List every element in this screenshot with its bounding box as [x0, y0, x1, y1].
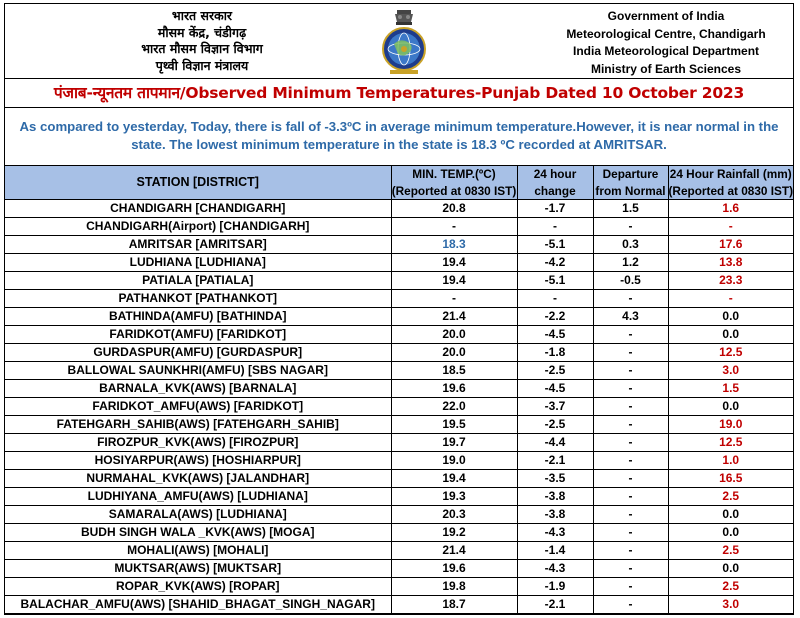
change-cell: -4.5: [517, 380, 593, 398]
table-row: [5, 488, 793, 506]
station-column-header: [5, 166, 391, 200]
station-cell: PATHANKOT [PATHANKOT]: [5, 290, 391, 308]
rainfall-column-header: [668, 166, 793, 200]
english-line: Government of India: [607, 9, 725, 23]
rainfall-cell: 2.5: [668, 488, 793, 506]
table-row: [5, 272, 793, 290]
min-temp-cell: -: [391, 218, 517, 236]
rainfall-cell: 0.0: [668, 308, 793, 326]
rainfall-cell: 3.0: [668, 362, 793, 380]
table-row: [5, 434, 793, 452]
station-cell: BATHINDA(AMFU) [BATHINDA]: [5, 308, 391, 326]
change-header-line: 24 hour: [533, 167, 577, 181]
change-cell: -4.3: [517, 560, 593, 578]
station-cell: LUDHIYANA_AMFU(AWS) [LUDHIANA]: [5, 488, 391, 506]
min-temp-cell: 19.6: [391, 380, 517, 398]
table-row: [5, 236, 793, 254]
table-row: [5, 398, 793, 416]
table-row: [5, 596, 793, 614]
change-cell: -1.9: [517, 578, 593, 596]
table-row: [5, 308, 793, 326]
departure-cell: -: [593, 542, 668, 560]
departure-cell: -: [593, 290, 668, 308]
departure-cell: -: [593, 524, 668, 542]
rainfall-cell: 16.5: [668, 470, 793, 488]
change-cell: -1.7: [517, 200, 593, 218]
min-temp-cell: 21.4: [391, 542, 517, 560]
bulletin-frame: [4, 3, 794, 615]
departure-cell: -: [593, 596, 668, 614]
min-temp-header-line: (Reported at 0830 IST): [391, 183, 517, 198]
min-temp-cell: 19.8: [391, 578, 517, 596]
rainfall-cell: 0.0: [668, 506, 793, 524]
station-cell: BALACHAR_AMFU(AWS) [SHAHID_BHAGAT_SINGH_NAGAR]: [5, 596, 391, 614]
change-cell: -3.5: [517, 470, 593, 488]
temperature-table: [5, 166, 793, 614]
table-row: [5, 578, 793, 596]
rainfall-cell: 0.0: [668, 560, 793, 578]
min-temp-cell: 19.4: [391, 254, 517, 272]
departure-cell: 0.3: [593, 236, 668, 254]
rainfall-cell: 23.3: [668, 272, 793, 290]
departure-cell: -: [593, 470, 668, 488]
table-row: [5, 200, 793, 218]
departure-cell: -: [593, 560, 668, 578]
departure-header-line: from Normal: [595, 183, 666, 198]
summary-text: As compared to yesterday, Today, there is fall of -3.3ºC in average minimum temperature.However, it is near normal in the state. The lowest minimum temperature in the state is 18.3 ºC recorded at AMRITSAR.: [5, 108, 793, 166]
station-cell: CHANDIGARH [CHANDIGARH]: [5, 200, 391, 218]
station-cell: AMRITSAR [AMRITSAR]: [5, 236, 391, 254]
rainfall-cell: 1.5: [668, 380, 793, 398]
table-row: [5, 416, 793, 434]
change-column-header: [517, 166, 593, 200]
table-header-row: [5, 166, 793, 200]
table-row: [5, 254, 793, 272]
rainfall-cell: 2.5: [668, 578, 793, 596]
min-temp-cell: 22.0: [391, 398, 517, 416]
station-cell: BALLOWAL SAUNKHRI(AMFU) [SBS NAGAR]: [5, 362, 391, 380]
change-cell: -1.8: [517, 344, 593, 362]
station-cell: BARNALA_KVK(AWS) [BARNALA]: [5, 380, 391, 398]
change-header-line: change: [534, 183, 576, 198]
min-temp-cell: 20.3: [391, 506, 517, 524]
rainfall-cell: 3.0: [668, 596, 793, 614]
table-row: [5, 506, 793, 524]
min-temp-cell: 18.3: [391, 236, 517, 254]
english-line: Ministry of Earth Sciences: [590, 61, 742, 76]
station-cell: HOSIYARPUR(AWS) [HOSHIARPUR]: [5, 452, 391, 470]
rainfall-cell: 0.0: [668, 524, 793, 542]
rainfall-cell: 1.0: [668, 452, 793, 470]
departure-cell: 1.5: [593, 200, 668, 218]
imd-emblem-icon: [380, 8, 428, 76]
rainfall-cell: 12.5: [668, 434, 793, 452]
departure-cell: -0.5: [593, 272, 668, 290]
rainfall-cell: -: [668, 218, 793, 236]
station-cell: GURDASPUR(AMFU) [GURDASPUR]: [5, 344, 391, 362]
departure-cell: -: [593, 434, 668, 452]
rainfall-cell: -: [668, 290, 793, 308]
change-cell: -4.5: [517, 326, 593, 344]
min-temp-cell: 19.5: [391, 416, 517, 434]
change-cell: -4.4: [517, 434, 593, 452]
hindi-line: पृथ्वी विज्ञान मंत्रालय: [155, 57, 249, 73]
station-cell: FARIDKOT(AMFU) [FARIDKOT]: [5, 326, 391, 344]
rainfall-cell: 13.8: [668, 254, 793, 272]
station-cell: FIROZPUR_KVK(AWS) [FIROZPUR]: [5, 434, 391, 452]
change-cell: -2.5: [517, 416, 593, 434]
table-row: [5, 470, 793, 488]
departure-cell: 4.3: [593, 308, 668, 326]
rainfall-header-line: (Reported at 0830 IST): [668, 183, 793, 198]
min-temp-cell: -: [391, 290, 517, 308]
table-row: [5, 542, 793, 560]
change-cell: -2.1: [517, 596, 593, 614]
departure-cell: -: [593, 380, 668, 398]
min-temp-cell: 19.4: [391, 470, 517, 488]
min-temp-cell: 19.6: [391, 560, 517, 578]
hindi-line: भारत सरकार: [171, 8, 233, 23]
station-cell: BUDH SINGH WALA _KVK(AWS) [MOGA]: [5, 524, 391, 542]
station-cell: FATEHGARH_SAHIB(AWS) [FATEHGARH_SAHIB]: [5, 416, 391, 434]
english-org-block: [553, 8, 779, 78]
change-cell: -1.4: [517, 542, 593, 560]
change-cell: -4.2: [517, 254, 593, 272]
rainfall-cell: 0.0: [668, 398, 793, 416]
table-row: [5, 344, 793, 362]
table-body: [5, 200, 793, 614]
rainfall-cell: 1.6: [668, 200, 793, 218]
min-temp-cell: 21.4: [391, 308, 517, 326]
departure-column-header: [593, 166, 668, 200]
change-cell: -3.8: [517, 488, 593, 506]
departure-cell: -: [593, 416, 668, 434]
station-cell: CHANDIGARH(Airport) [CHANDIGARH]: [5, 218, 391, 236]
departure-cell: -: [593, 218, 668, 236]
change-cell: -: [517, 218, 593, 236]
min-temp-cell: 18.5: [391, 362, 517, 380]
min-temp-cell: 20.0: [391, 344, 517, 362]
english-line: Meteorological Centre, Chandigarh: [566, 26, 766, 41]
rainfall-cell: 17.6: [668, 236, 793, 254]
station-cell: LUDHIANA [LUDHIANA]: [5, 254, 391, 272]
min-temp-cell: 19.7: [391, 434, 517, 452]
departure-cell: -: [593, 452, 668, 470]
min-temp-column-header: [391, 166, 517, 200]
change-cell: -3.7: [517, 398, 593, 416]
hindi-org-block: [97, 8, 307, 74]
rainfall-cell: 0.0: [668, 326, 793, 344]
change-cell: -2.5: [517, 362, 593, 380]
departure-cell: -: [593, 578, 668, 596]
change-cell: -2.1: [517, 452, 593, 470]
table-row: [5, 326, 793, 344]
english-line: India Meteorological Department: [572, 44, 760, 58]
change-cell: -2.2: [517, 308, 593, 326]
min-temp-cell: 20.0: [391, 326, 517, 344]
table-row: [5, 560, 793, 578]
rainfall-cell: 2.5: [668, 542, 793, 560]
change-cell: -5.1: [517, 272, 593, 290]
rainfall-cell: 19.0: [668, 416, 793, 434]
min-temp-cell: 18.7: [391, 596, 517, 614]
bulletin-header: [5, 4, 793, 79]
min-temp-cell: 19.4: [391, 272, 517, 290]
min-temp-cell: 20.8: [391, 200, 517, 218]
min-temp-cell: 19.2: [391, 524, 517, 542]
departure-cell: -: [593, 398, 668, 416]
hindi-line: मौसम केंद्र, चंडीगढ़: [157, 24, 247, 40]
departure-cell: -: [593, 326, 668, 344]
table-row: [5, 218, 793, 236]
station-cell: ROPAR_KVK(AWS) [ROPAR]: [5, 578, 391, 596]
departure-cell: -: [593, 362, 668, 380]
station-cell: NURMAHAL_KVK(AWS) [JALANDHAR]: [5, 470, 391, 488]
min-temp-cell: 19.3: [391, 488, 517, 506]
station-cell: MOHALI(AWS) [MOHALI]: [5, 542, 391, 560]
hindi-line: भारत मौसम विज्ञान विभाग: [141, 41, 263, 56]
bulletin-title: पंजाब-न्यूनतम तापमान/Observed Minimum Temperatures-Punjab Dated 10 October 2023: [5, 79, 793, 108]
station-cell: MUKTSAR(AWS) [MUKTSAR]: [5, 560, 391, 578]
departure-cell: -: [593, 506, 668, 524]
departure-cell: -: [593, 488, 668, 506]
min-temp-cell: 19.0: [391, 452, 517, 470]
station-cell: PATIALA [PATIALA]: [5, 272, 391, 290]
change-cell: -5.1: [517, 236, 593, 254]
station-header-label: STATION [DISTRICT]: [136, 175, 259, 190]
rainfall-cell: 12.5: [668, 344, 793, 362]
change-cell: -3.8: [517, 506, 593, 524]
table-row: [5, 452, 793, 470]
table-row: [5, 290, 793, 308]
min-temp-header-line: MIN. TEMP.(ºC): [412, 167, 496, 181]
change-cell: -: [517, 290, 593, 308]
departure-header-line: Departure: [602, 167, 659, 181]
table-row: [5, 362, 793, 380]
table-row: [5, 380, 793, 398]
station-cell: SAMARALA(AWS) [LUDHIANA]: [5, 506, 391, 524]
change-cell: -4.3: [517, 524, 593, 542]
station-cell: FARIDKOT_AMFU(AWS) [FARIDKOT]: [5, 398, 391, 416]
departure-cell: 1.2: [593, 254, 668, 272]
rainfall-header-line: 24 Hour Rainfall (mm): [669, 167, 792, 181]
departure-cell: -: [593, 344, 668, 362]
table-row: [5, 524, 793, 542]
